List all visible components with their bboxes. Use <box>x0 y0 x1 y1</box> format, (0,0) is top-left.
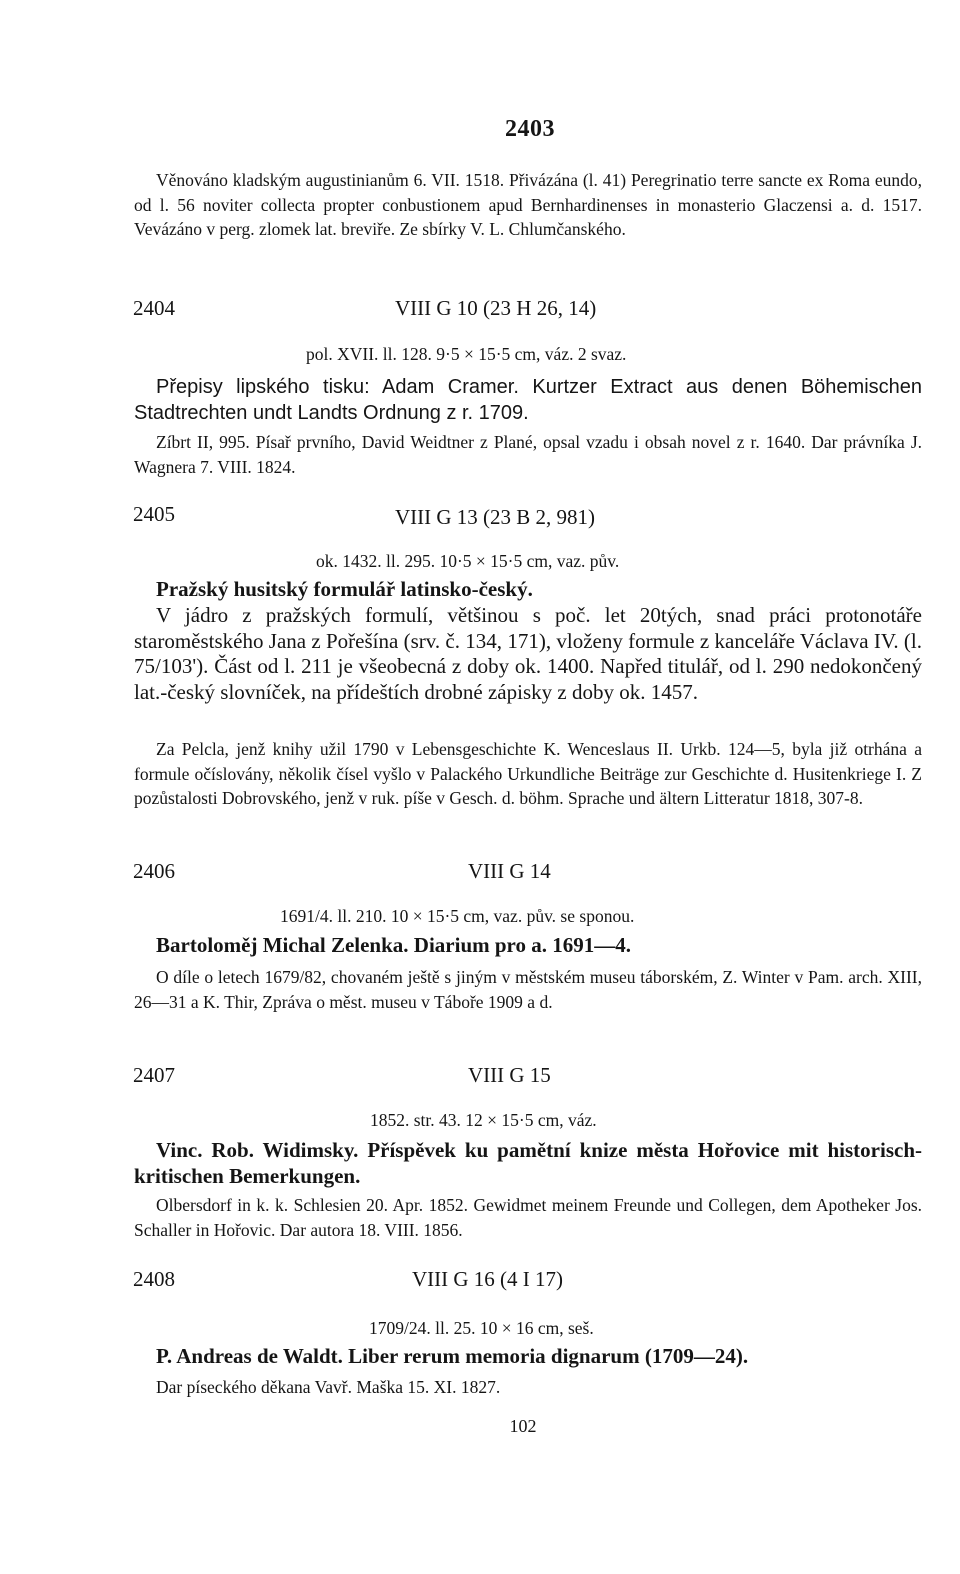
entry-2408-number: 2408 <box>133 1267 175 1291</box>
entry-2404-title: Přepisy lipského tisku: Adam Cramer. Kurtzer Extract aus denen Böhemischen Stadtrechten undt Landts Ordnung z r. 1709. <box>134 376 922 424</box>
entry-2405-description: V jádro z pražských formulí, většinou s poč. let 20tých, snad práci protonotáře staroměstského Jana z Pořešína (srv. č. 134, 171), vloženy formule z kanceláře Václava IV. (l. 75/103'). Část od l. 211 je všeobecná z doby ok. 1400. Napřed titulář, od l. 290 nedokončený lat.-český slovníček, na přídeštích drobné zápisky z doby ok. 1457. <box>134 603 922 704</box>
entry-2404-number: 2404 <box>133 296 175 320</box>
entry-2404-note: Zíbrt II, 995. Písař prvního, David Weidtner z Plané, opsal vzadu i obsah novel z r. 1640. Dar právníka J. Wagnera 7. VIII. 1824. <box>134 432 922 477</box>
entry-2405-title: Pražský husitský formulář latinsko-český. <box>156 577 533 601</box>
entry-2406-title: Bartoloměj Michal Zelenka. Diarium pro a. 1691—4. <box>156 933 631 957</box>
entry-2406-physical-description: 1691/4. ll. 210. 10 × 15·5 cm, vaz. pův. se sponou. <box>280 906 635 926</box>
page-number: 102 <box>509 1416 537 1436</box>
entry-2407-physical-description: 1852. str. 43. 12 × 15·5 cm, váz. <box>370 1110 597 1130</box>
entry-2407-title: Vinc. Rob. Widimsky. Příspěvek ku pamětní knize města Hořovice mit historisch-kritischen Bemerkungen. <box>134 1138 922 1188</box>
entry-2405-note: Za Pelcla, jenž knihy užil 1790 v Lebensgeschichte K. Wenceslaus II. Urkb. 124—5, byla již otrhána a formule očíslovány, několik čísel vyšlo v Palackého Urkundliche Beiträge zur Geschichte d. Husitenkriege I. Z pozůstalosti Dobrovského, jenž v ruk. píše v Gesch. d. böhm. Sprache und ältern Litteratur 1818, 307-8. <box>134 739 922 808</box>
entry-2405-signature: VIII G 13 (23 B 2, 981) <box>395 505 596 529</box>
entry-2407-number: 2407 <box>133 1063 175 1087</box>
entry-2406-note: O díle o letech 1679/82, chovaném ještě s jiným v městském museu táborském, Z. Winter v Pam. arch. XIII, 26—31 a K. Thir, Zpráva o měst. museu v Táboře 1909 a d. <box>134 967 922 1012</box>
entry-2405-physical-description: ok. 1432. ll. 295. 10·5 × 15·5 cm, vaz. pův. <box>316 551 620 571</box>
entry-2406-signature: VIII G 14 <box>468 859 551 883</box>
entry-2408-title: P. Andreas de Waldt. Liber rerum memoria dignarum (1709—24). <box>156 1344 749 1368</box>
entry-2407-note: Olbersdorf in k. k. Schlesien 20. Apr. 1852. Gewidmet meinem Freunde und Collegen, dem Apotheker Jos. Schaller in Hořovic. Dar autora 18. VIII. 1856. <box>134 1195 922 1240</box>
running-entry-number: 2403 <box>505 116 555 142</box>
entry-2404-signature: VIII G 10 (23 H 26, 14) <box>395 296 597 320</box>
entry-2408-note: Dar píseckého děkana Vavř. Maška 15. XI. 1827. <box>156 1377 501 1397</box>
entry-2407-signature: VIII G 15 <box>468 1063 551 1087</box>
entry-2408-signature: VIII G 16 (4 I 17) <box>412 1267 564 1291</box>
entry-2403-text: Věnováno kladským augustinianům 6. VII. 1518. Přivázána (l. 41) Peregrinatio terre sancte ex Roma eundo, od l. 56 noviter collecta propter conbustionem apud Bernhardinenses in monasterio Glaczensi a. d. 1517. Vevázáno v perg. zlomek lat. breviře. Ze sbírky V. L. Chlumčanského. <box>134 170 922 239</box>
entry-2405-number: 2405 <box>133 502 175 526</box>
entry-2406-number: 2406 <box>133 859 175 883</box>
entry-2404-physical-description: pol. XVII. ll. 128. 9·5 × 15·5 cm, váz. 2 svaz. <box>306 344 627 364</box>
entry-2408-physical-description: 1709/24. ll. 25. 10 × 16 cm, seš. <box>369 1318 594 1338</box>
